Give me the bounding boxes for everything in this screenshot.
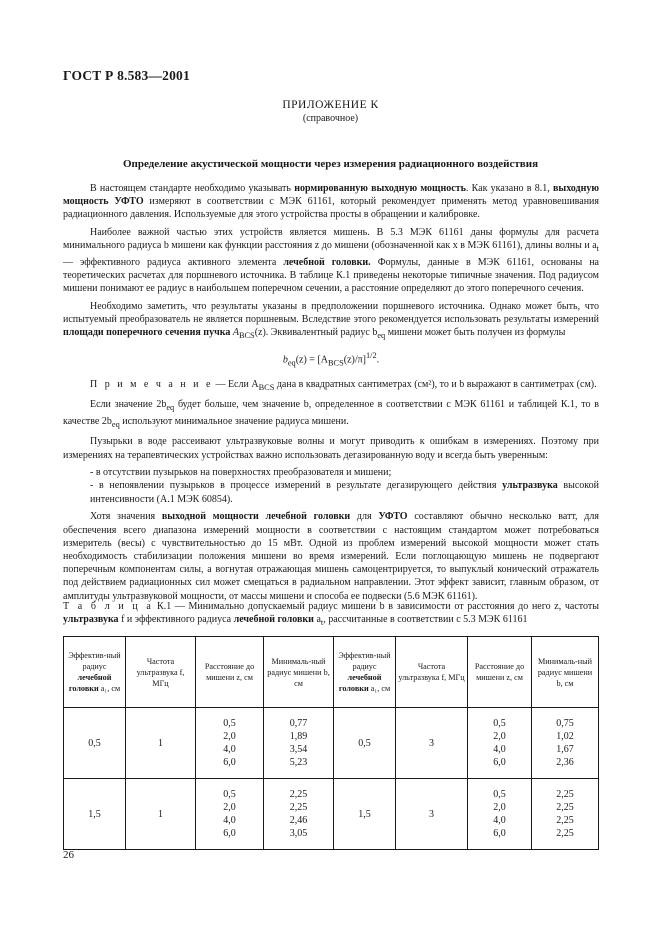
- annex-subtitle: (справочное): [302, 113, 359, 124]
- cell-value: 2,25: [289, 802, 308, 813]
- table-cell: [264, 708, 334, 779]
- cell-value: 0,5: [223, 718, 236, 729]
- paragraph-3: Необходимо заметить, что результаты указаны в предположении поршневого источника. Однако может быть, что испытуемый преобразователь не является поршневым. Вследствие этого рекомендуется использовать результаты измерений площади поперечного сечения пучка $A_{BCS}(z)$. Эквивалентный радиус $b_{eq}$ мишени может быть получен из формулы: [63, 300, 599, 341]
- cell-value: 2,0: [493, 731, 506, 742]
- cell-value: 3,05: [289, 828, 308, 839]
- document-code: ГОСТ Р 8.583—2001: [63, 68, 190, 83]
- table-header-cell: Минималь-ный радиус мишени b, см: [264, 637, 334, 708]
- cell-value: 2,0: [223, 731, 236, 742]
- table-cell: 0,5: [334, 708, 396, 779]
- table-cell: [196, 708, 264, 779]
- table-cell: [196, 779, 264, 850]
- cell-value: 1,67: [556, 744, 574, 755]
- table-cell: 1: [126, 708, 196, 779]
- cell-value: 2,25: [289, 789, 308, 800]
- body-text: [63, 182, 599, 607]
- page-number: 26: [63, 849, 74, 861]
- table-header-cell: Расстояние до мишени z, см: [468, 637, 532, 708]
- cell-value: 0,75: [556, 718, 574, 729]
- paragraph-6: Хотя значения выходной мощности лечебной головки для УФТО составляют обычно несколько ватт, для обеспечения всего диапазона измерений мощности в соответствии с настоящим стандартом может потребоваться измеритель (весы) с чувствительностью до 15 мВт. Одной из проблем измерений высокой мощности может стать необходимость стабилизации положения мишени во время измерений. Если поглощающую мишень не подвергают поперечным компонентам силы, а вогнутая отражающая мишень самоцентрируется, то выпуклый конический отражатель под действием радиационных сил может смещаться в радиальном направлении. Этот эффект зависит, главным образом, от амплитуды ультразвуковой мощности, от массы мишени и способа ее подвески (5.6 МЭК 61161).: [63, 511, 599, 602]
- table-header-cell: Частота ультразвука f, МГц: [396, 637, 468, 708]
- section-title: Определение акустической мощности через измерения радиационного воздействия: [122, 158, 539, 170]
- cell-value: 5,23: [289, 757, 308, 768]
- cell-value: 2,25: [556, 815, 574, 826]
- cell-value: 0,5: [223, 789, 236, 800]
- table-cell: [468, 779, 532, 850]
- cell-value: 6,0: [493, 757, 506, 768]
- cell-value: 6,0: [493, 828, 506, 839]
- cell-value: 6,0: [223, 828, 236, 839]
- table-cell: [264, 779, 334, 850]
- cell-value: 0,77: [289, 718, 308, 729]
- list-item-1: - в отсутствии пузырьков на поверхностях преобразователя и мишени;: [90, 467, 392, 479]
- cell-value: 2,25: [556, 828, 574, 839]
- cell-value: 2,0: [493, 802, 506, 813]
- cell-value: 2,36: [556, 757, 574, 768]
- cell-value: 2,25: [556, 789, 574, 800]
- cell-value: 1,02: [556, 731, 574, 742]
- cell-value: 4,0: [493, 744, 506, 755]
- data-table: [63, 636, 599, 850]
- paragraph-4: Если значение $2b_{eq}$ будет больше, чем значение b, определенное в соответствии с МЭК 61161 и таблицей К.1, то в качестве $2b_{eq}$ используют минимальное значение радиуса мишени.: [63, 399, 599, 429]
- table-cell: [532, 779, 599, 850]
- table-caption: Т а б л и ц а К.1 — Минимально допускаемый радиус мишени b в зависимости от расстояния до него z, частоты ультразвука f и эффективного радиуса лечебной головки $a_t$, рассчитанные в соответствии с 5.3 МЭК 61161: [63, 601, 599, 627]
- table-cell: 1,5: [64, 779, 126, 850]
- cell-value: 1,89: [289, 731, 308, 742]
- paragraph-5: Пузырьки в воде рассеивают ультразвуковые волны и могут приводить к ошибкам в измерениях. Поэтому при измерениях на терапевтических устройствах важно использовать дегазированную воду и всегда быть уверенным:: [63, 436, 599, 461]
- cell-value: 2,0: [223, 802, 236, 813]
- table-header-cell: Частота ультразвука f, МГц: [126, 637, 196, 708]
- cell-value: 4,0: [223, 815, 236, 826]
- table-cell: 1,5: [334, 779, 396, 850]
- table-row: [64, 708, 599, 779]
- cell-value: 4,0: [493, 815, 506, 826]
- cell-value: 2,25: [556, 802, 574, 813]
- table-cell: 0,5: [64, 708, 126, 779]
- table-header-cell: Расстояние до мишени z, см: [196, 637, 264, 708]
- cell-value: 0,5: [493, 718, 506, 729]
- table-header-cell: Минималь-ный радиус мишени b, см: [532, 637, 599, 708]
- table-cell: [468, 708, 532, 779]
- table-header-cell: Эффектив-ный радиус лечебной головки a₁, см: [334, 637, 396, 708]
- table-header-row: [64, 637, 599, 708]
- table-cell: 3: [396, 708, 468, 779]
- table-cell: [532, 708, 599, 779]
- table-cell: 3: [396, 779, 468, 850]
- list-item-2: - в непоявлении пузырьков в процессе измерений в результате дегазирующего действия ультразвука высокой интенсивности (А.1 МЭК 60854).: [90, 480, 599, 505]
- cell-value: 0,5: [493, 789, 506, 800]
- table-header-cell: Эффектив-ный радиус лечебной головки a₁, см: [64, 637, 126, 708]
- paragraph-1: В настоящем стандарте необходимо указывать нормированную выходную мощность. Как указано в 8.1, выходную мощность УФТО измеряют в соответствии с МЭК 61161, который рекомендует применять метод уравновешивания радиационного давления. Используемые для этого устройства просты в обращении и калибровке.: [63, 183, 599, 221]
- cell-value: 2,46: [289, 815, 308, 826]
- formula: $b_{eq}(z) = [A_{BCS}(z)/\pi]^{1/2}$.: [282, 351, 380, 368]
- cell-value: 4,0: [223, 744, 236, 755]
- cell-value: 3,54: [289, 744, 308, 755]
- paragraph-2: Наиболее важной частью этих устройств является мишень. В 5.3 МЭК 61161 даны формулы для расчета минимального радиуса b мишени как функции расстояния z до мишени (обозначенной как x в МЭК 61161), длины волны и $a_t$ — эффективного радиуса активного элемента лечебной головки. Формулы, данные в МЭК 61161, основаны на теоретических расчетах для поршневого источника. В таблице К.1 приведены некоторые типичные значения. Под радиусом мишени понимают ее радиус в наибольшем поперечном сечении, а расстояние определяют до этого поперечного сечения.: [63, 227, 599, 294]
- cell-value: 6,0: [223, 757, 236, 768]
- table-row: [64, 779, 599, 850]
- table-cell: 1: [126, 779, 196, 850]
- note: П р и м е ч а н и е — Если $A_{BCS}$ дана в квадратных сантиметрах (см²), то и b выражают в сантиметрах (см).: [90, 378, 597, 392]
- annex-title: ПРИЛОЖЕНИЕ К: [282, 99, 379, 111]
